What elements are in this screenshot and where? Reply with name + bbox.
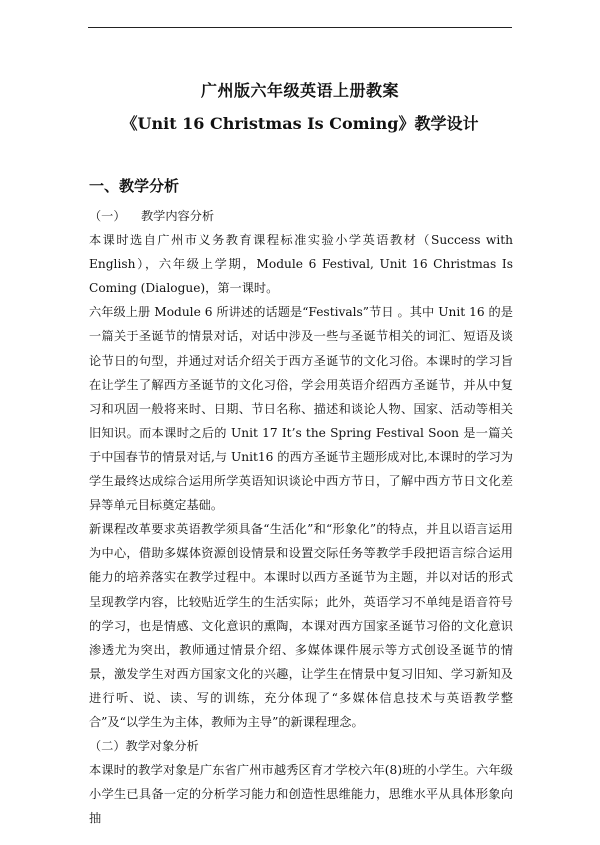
subsection-heading-learner-analysis: （二）教学对象分析 — [89, 739, 199, 754]
paragraph-module-topic: 六年级上册 Module 6 所讲述的话题是“Festivals”节日 。其中 Unit 16 的是一篇关于圣诞节的情景对话，对话中涉及一些与圣诞节相关的词汇、短语及谈论节日的句型，并通过对话介绍关于西方圣诞节的文化习俗。本课时的学习旨在让学生了解西方圣诞节的文化习俗，学会用英语介绍西方圣诞节，并从中复习和巩固一般将来时、日期、节日名称、描述和谈论人物、国家、活动等相关旧知识。而本课时之后的 Unit 17 It’s the Spring Festival Soon 是一篇关于中国春节的情景对话,与 Unit16 的西方圣诞节主题形成对比,本课时的学习为学生最终达成综合运用所学英语知识谈论中西方节日，了解中西方节日文化差异等单元目标奠定基础。 — [89, 305, 513, 513]
section-heading-teaching-analysis: 一、教学分析 — [89, 177, 180, 195]
document-title: 广州版六年级英语上册教案 — [200, 81, 399, 100]
header-rule — [88, 27, 512, 28]
section-body — [89, 204, 513, 830]
subsection-number: （一） — [89, 209, 126, 223]
subsection-heading-content-analysis — [89, 204, 513, 228]
paragraph-curriculum-reform: 新课程改革要求英语教学须具备“生活化”和“形象化”的特点，并且以语言运用为中心，借助多媒体资源创设情景和设置交际任务等教学手段把语言综合运用能力的培养落实在教学过程中。本课时以西方圣诞节为主题，并以对话的形式呈现教学内容，比较贴近学生的生活实际；此外，英语学习不单纯是语音符号的学习，也是情感、文化意识的熏陶，本课对西方国家圣诞节习俗的文化意识渗透尤为突出，教师通过情景介绍、多媒体课件展示等方式创设圣诞节的情景，激发学生对西方国家文化的兴趣，让学生在情景中复习旧知、学习新知及进行听、说、读、写的训练，充分体现了“多媒体信息技术与英语教学整合”及“以学生为主体，教师为主导”的新课程理念。 — [89, 522, 513, 729]
paragraph-source: 本课时选自广州市义务教育课程标准实验小学英语教材（Success with English），六年级上学期，Module 6 Festival, Unit 16 Christmas Is Coming (Dialogue)，第一课时。 — [89, 233, 513, 296]
document-subtitle: 《Unit 16 Christmas Is Coming》教学设计 — [121, 114, 479, 133]
paragraph-learners: 本课时的教学对象是广东省广州市越秀区育才学校六年(8)班的小学生。六年级小学生已具备一定的分析学习能力和创造性思维能力，思维水平从具体形象向抽 — [89, 763, 513, 826]
subsection-title: 教学内容分析 — [141, 209, 215, 223]
